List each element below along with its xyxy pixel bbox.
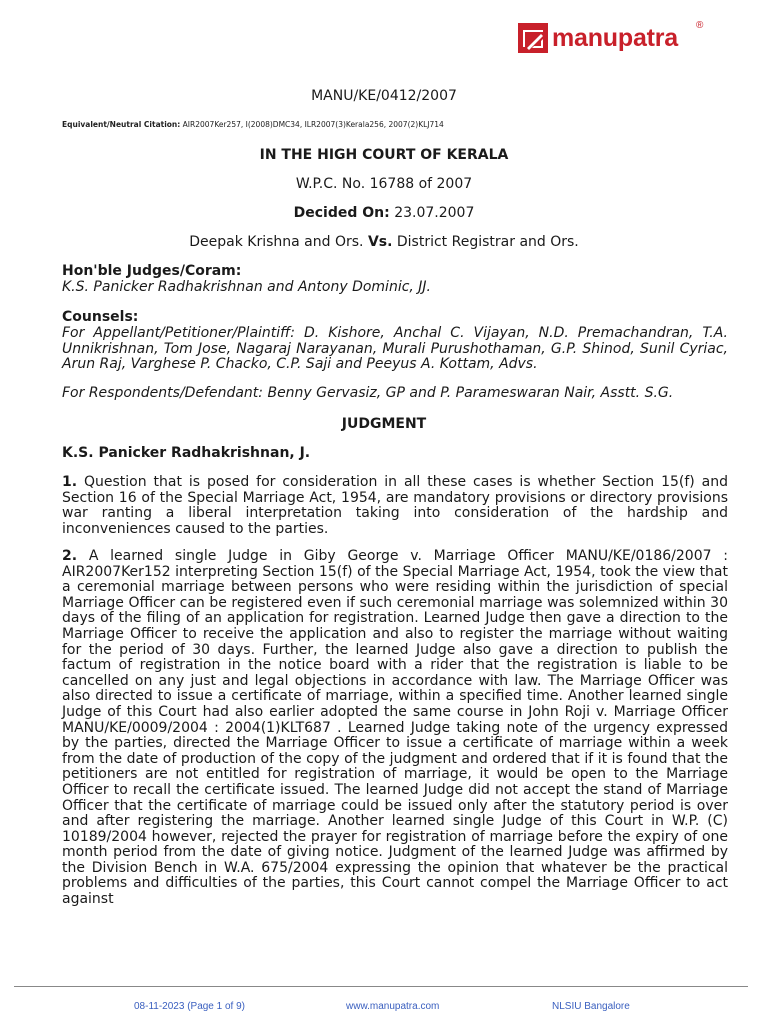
decided-label: Decided On: (293, 205, 390, 221)
decided-date: 23.07.2007 (394, 205, 475, 221)
equivalent-citation (62, 120, 444, 130)
decided-on (0, 205, 768, 222)
paragraph-number: 2. (62, 548, 78, 564)
coram-heading: Hon'ble Judges/Coram: (62, 263, 242, 279)
footer-page-info: 08-11-2023 (Page 1 of 9) (134, 1001, 246, 1012)
appellant-counsels-names: D. Kishore, Anchal C. Vijayan, N.D. Premachandran, T.A. Unnikrishnan, Tom Jose, Nagaraj Narayanan, Murali Purushothaman, G.P. Shinod, Sunil Cyriac, Arun Raj, Varghese P. Chacko, C.P. Saji and Peeyus A. Kottam, Advs. (62, 325, 729, 373)
court-name: IN THE HIGH COURT OF KERALA (259, 147, 509, 163)
paragraph-2 (62, 549, 728, 908)
manupatra-logo-icon (518, 23, 548, 53)
paragraph-1 (62, 475, 728, 537)
respondent-counsels-names: Benny Gervasiz, GP and P. Parameswaran Nair, Asstt. S.G. (267, 385, 674, 401)
appellant-counsels-label: For Appellant/Petitioner/Plaintiff: (62, 325, 295, 341)
judgment-author: K.S. Panicker Radhakrishnan, J. (62, 445, 311, 461)
footer-website-link[interactable]: www.manupatra.com (346, 1001, 440, 1012)
case-number: W.P.C. No. 16788 of 2007 (295, 176, 473, 192)
case-parties (0, 234, 768, 251)
respondent-counsels (62, 386, 728, 402)
counsels-heading: Counsels: (62, 309, 139, 325)
petitioner-party: Deepak Krishna and Ors. (189, 234, 364, 250)
versus-label: Vs. (367, 234, 393, 250)
manupatra-logo (518, 20, 704, 54)
brand-name: manupatra (552, 24, 679, 52)
equivalent-citation-label: Equivalent/Neutral Citation: (62, 120, 181, 129)
registered-mark: ® (696, 20, 704, 31)
respondent-counsels-label: For Respondents/Defendant: (62, 385, 264, 401)
footer-divider (14, 986, 748, 987)
coram-judges: K.S. Panicker Radhakrishnan and Antony Dominic, JJ. (62, 279, 432, 295)
footer-institution: NLSIU Bangalore (552, 1001, 630, 1012)
paragraph-number: 1. (62, 474, 78, 490)
paragraph-text: Question that is posed for consideration in all these cases is whether Section 15(f) and Section 16 of the Special Marriage Act, 1954, are mandatory provisions or directory provisions war ranting a liberal interpretation taking into consideration of the hardship and inconveniences caused to the parties. (62, 474, 729, 537)
respondent-party: District Registrar and Ors. (396, 234, 579, 250)
paragraph-text: A learned single Judge in Giby George v. Marriage Officer MANU/KE/0186/2007 : AIR2007Ker152 interpreting Section 15(f) of the Special Marriage Act, 1954, took the view that a ceremonial marriage between persons who were residing within the jurisdiction of special Marriage Officer can be registered even if such ceremonial marriage was solemnized within 30 days of the filing of an application for registration. Learned Judge then gave a direction to the Marriage Officer to receive the application and also to register the marriage without waiting for the period of 30 days. Further, the learned Judge also gave a direction to publish the factum of registration in the notice board with a rider that the registration is liable to be cancelled on any just and legal objections in accordance with law. The Marriage Officer was also directed to issue a certificate of marriage, within a specified time. Another learned single Judge of this Court had also earlier adopted the same course in John Roji v. Marriage Officer MANU/KE/0009/2004 : 2004(1)KLT687 . Learned Judge taking note of the urgency expressed by the parties, directed the Marriage Officer to issue a certificate of marriage within a week from the date of production of the copy of the judgment and ordered that if it is found that the petitioners are not entitled for registration of marriage, it would be open to the Marriage Officer to recall the certificate issued. The learned Judge did not accept the stand of Marriage Officer that the certificate of marriage could be issued only after the statutory period is over and after registering the marriage. Another learned single Judge of this Court in W.P. (C) 10189/2004 however, rejected the prayer for registration of marriage before the expiry of one month period from the date of giving notice. Judgment of the learned Judge was affirmed by the Division Bench in W.A. 675/2004 expressing the opinion that whatever be the practical problems and difficulties of the parties, this Court cannot compel the Marriage Officer to act against (62, 548, 728, 908)
judgment-heading: JUDGMENT (341, 416, 427, 432)
citation: MANU/KE/0412/2007 (311, 88, 457, 104)
appellant-counsels (62, 326, 728, 373)
equivalent-citation-value: AIR2007Ker257, I(2008)DMC34, ILR2007(3)Kerala256, 2007(2)KLJ714 (182, 120, 444, 129)
